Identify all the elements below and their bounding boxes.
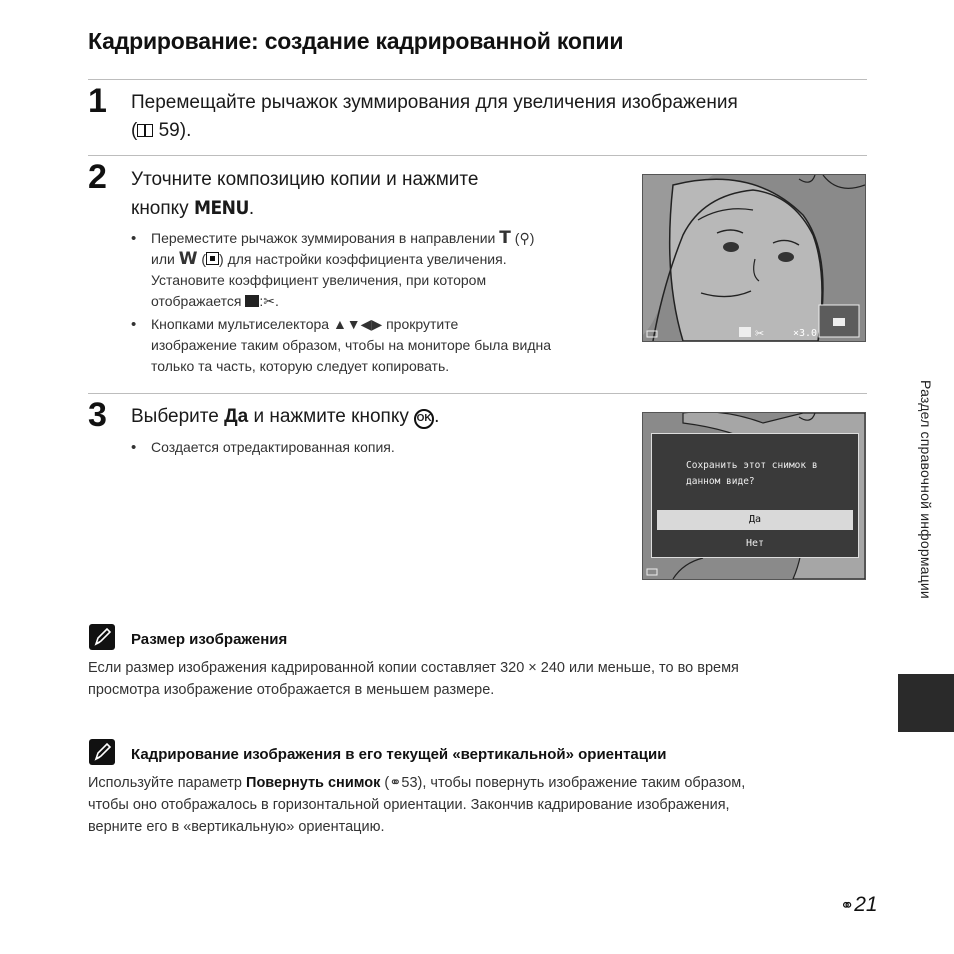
list-item: • Кнопками мультиселектора ▲▼◀▶ прокрутите изображение таким образом, чтобы на мониторе была видна только та часть, которую следует копировать. <box>131 316 552 374</box>
zoom-readout: ×3.0 <box>793 328 818 339</box>
note-body-image-size: Если размер изображения кадрированной копии составляет 320 × 240 или меньше, то во время просмотра изображение отображается в меньшем размере. <box>88 660 739 698</box>
dialog-option-no[interactable]: Нет <box>745 538 765 549</box>
magnifier-icon: ⚲ <box>519 230 530 246</box>
section-sidebar-label: Раздел справочной информации <box>918 380 934 599</box>
crop-scissors-icon: ✂ <box>755 327 765 340</box>
note-title-vertical-crop: Кадрирование изображения в его текущей «вертикальной» ориентации <box>131 746 667 763</box>
section-tab-marker <box>898 674 954 732</box>
dialog-option-yes[interactable]: Да <box>657 510 853 530</box>
step-1-number: 1 <box>88 82 107 120</box>
note-pencil-icon <box>89 739 115 765</box>
list-item: • Переместите рычажок зуммирования в направлении T (⚲) или W ( ) для настройки коэффициента увеличения. Установите коэффициент увеличения, при котором отображается :✂. <box>131 228 535 309</box>
page-number: ⚭21 <box>840 893 878 916</box>
step-1-text <box>131 89 861 145</box>
step-1-line-2: ( 59). <box>131 120 192 141</box>
menu-button-icon: MENU <box>193 197 249 219</box>
menu-screen-icon <box>245 295 259 307</box>
ok-button-icon: OK <box>414 409 434 429</box>
step-3-number: 3 <box>88 396 107 434</box>
step-2-number: 2 <box>88 158 107 196</box>
step-2-text: Уточните композицию копии и нажмите кнопку MENU. <box>131 169 479 219</box>
face-photo-illustration <box>643 175 865 341</box>
divider <box>88 393 867 394</box>
step-3-bullets <box>131 437 616 460</box>
zoom-t-icon: T <box>499 228 511 248</box>
save-dialog <box>651 433 859 558</box>
crop-scissors-icon: :✂ <box>259 293 275 309</box>
reference-section-icon: ⚭ <box>840 896 855 915</box>
thumbnail-icon <box>206 252 219 265</box>
note-body-vertical-crop: Используйте параметр Повернуть снимок (⚭53), чтобы повернуть изображение таким образом, чтобы оно отображалось в горизонтальной ориентации. Закончив кадрирование изображения, верните его в «вертикальную» ориентацию. <box>88 775 746 835</box>
note-pencil-icon <box>89 624 115 650</box>
dialog-prompt: Сохранить этот снимок в данном виде? <box>686 460 818 487</box>
divider <box>88 155 867 156</box>
step-3-text: Выберите Да и нажмите кнопку OK . <box>131 406 440 427</box>
camera-screen-save-dialog <box>642 412 866 580</box>
list-item: • Создается отредактированная копия. <box>131 439 395 456</box>
book-icon <box>137 124 153 137</box>
zoom-w-icon: W <box>178 249 198 269</box>
page-title: Кадрирование: создание кадрированной копии <box>88 28 624 54</box>
camera-screen-crop-preview <box>642 174 866 342</box>
divider <box>88 79 867 80</box>
step-2-bullets <box>131 228 616 379</box>
arrow-keys-icon: ▲▼◀▶ <box>332 316 383 332</box>
reference-section-icon: ⚭ <box>389 775 402 791</box>
step-1-line-1: Перемещайте рычажок зуммирования для увеличения изображения <box>131 92 738 113</box>
note-title-image-size: Размер изображения <box>131 631 288 648</box>
